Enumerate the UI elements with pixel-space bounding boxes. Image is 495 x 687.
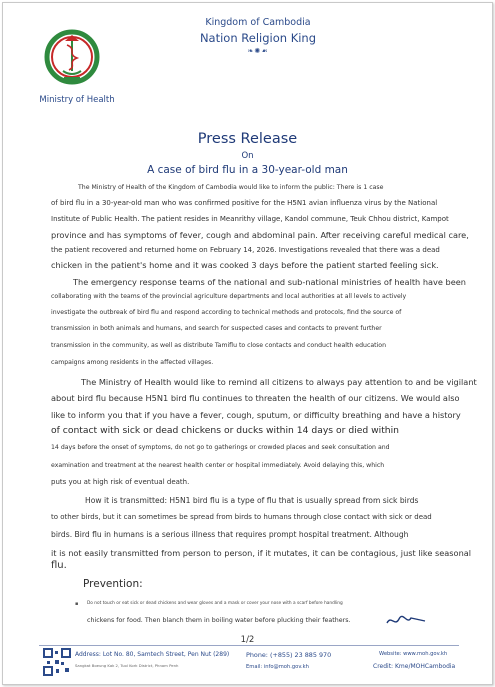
p2-line: transmission in both animals and humans, and search for suspected cases and contacts to prevent further <box>51 325 382 332</box>
page-number: 1/2 <box>240 635 255 645</box>
prevention-bullet: Do not touch or eat sick or dead chickens and wear gloves and a mask or cover your nose with a scarf before handling <box>87 601 343 606</box>
p3-line: The Ministry of Health would like to remind all citizens to always pay attention to and be vigilant <box>81 377 477 387</box>
p4-line: How it is transmitted: H5N1 bird flu is a type of flu that is usually spread from sick birds <box>85 496 419 505</box>
header-national <box>153 17 363 55</box>
p4-line: to other birds, but it can sometimes be spread from birds to humans through close contact with sick or dead <box>51 513 432 521</box>
footer-credit: Credit: Kme/MOHCambodia <box>373 663 456 670</box>
p4-line: flu. <box>51 560 67 571</box>
signature-mark-icon <box>385 613 427 629</box>
bullet-icon: ▪ <box>75 601 79 607</box>
footer-email[interactable]: Email: info@moh.gov.kh <box>246 664 309 670</box>
p2-line: transmission in the community, as well as distribute Tamiflu to close contacts and conduct health education <box>51 342 387 349</box>
footer-address: Address: Lot No. 80, Samtech Street, Pen Nut (289) <box>75 651 230 658</box>
p2-line: The emergency response teams of the national and sub-national ministries of health have been <box>73 277 466 287</box>
prevention-heading: Prevention: <box>83 578 143 590</box>
p1-line: chicken in the patient's home and it was cooked 3 days before the patient started feeling sick. <box>51 260 439 270</box>
p3-line: like to inform you that if you have a fever, cough, sputum, or difficulty breathing and have a history <box>51 410 461 420</box>
p4-line: birds. Bird flu in humans is a serious illness that requires prompt hospital treatment. Although <box>51 530 409 539</box>
p1-line: The Ministry of Health of the Kingdom of Cambodia would like to inform the public: There is 1 case <box>78 184 384 191</box>
kingdom-title: Kingdom of Cambodia <box>205 17 311 28</box>
p1-line: province and has symptoms of fever, cough and abdominal pain. After receiving careful medical care, <box>51 230 469 240</box>
title-on: On <box>241 151 254 161</box>
ornament-divider: ❧✺☙ <box>247 47 269 55</box>
ministry-name: Ministry of Health <box>39 95 115 105</box>
footer-phone: Phone: (+855) 23 885 970 <box>246 651 332 659</box>
footer-divider <box>39 645 459 646</box>
p2-line: investigate the outbreak of bird flu and respond according to technical methods and protocols, find the source of <box>51 309 402 316</box>
ministry-logo-icon <box>43 27 101 89</box>
p4-line: it is not easily transmitted from person to person, if it mutates, it can be contagious, just like seasonal <box>51 548 472 558</box>
p1-line: the patient recovered and returned home on February 14, 2026. Investigations revealed that there was a dead <box>51 246 440 254</box>
document-title: Press Release <box>197 131 298 147</box>
p1-line: of bird flu in a 30-year-old man who was confirmed positive for the H5N1 avian influenza virus by the National <box>51 199 438 207</box>
document-subtitle: A case of bird flu in a 30-year-old man <box>147 164 348 176</box>
prevention-bullet-cont: chickens for food. Then blanch them in boiling water before plucking their feathers. <box>87 617 351 624</box>
p2-line: campaigns among residents in the affected villages. <box>51 359 214 366</box>
footer-address-small: Sangkat Boeung Kak 2, Tuol Kork District, Phnom Penh <box>75 663 179 668</box>
p3-line: about bird flu because H5N1 bird flu continues to threaten the health of our citizens. We would also <box>51 393 460 403</box>
p3-line: puts you at high risk of eventual death. <box>51 478 190 486</box>
p3-line: of contact with sick or dead chickens or ducks within 14 days or died within <box>51 425 399 436</box>
qr-code-icon <box>43 648 71 676</box>
p1-line: Institute of Public Health. The patient resides in Meanrithy village, Kandol commune, Teuk Chhou district, Kampot <box>51 215 449 223</box>
press-release-page <box>2 2 493 685</box>
national-motto: Nation Religion King <box>199 31 317 45</box>
p2-line: collaborating with the teams of the provincial agriculture departments and local authorities at all levels to actively <box>51 293 407 300</box>
p3-line: examination and treatment at the nearest health center or hospital immediately. Avoid delaying this, which <box>51 462 385 469</box>
footer-website[interactable]: Website: www.moh.gov.kh <box>379 651 448 657</box>
p3-line: 14 days before the onset of symptoms, do not go to gatherings or crowded places and seek consultation and <box>51 444 390 451</box>
